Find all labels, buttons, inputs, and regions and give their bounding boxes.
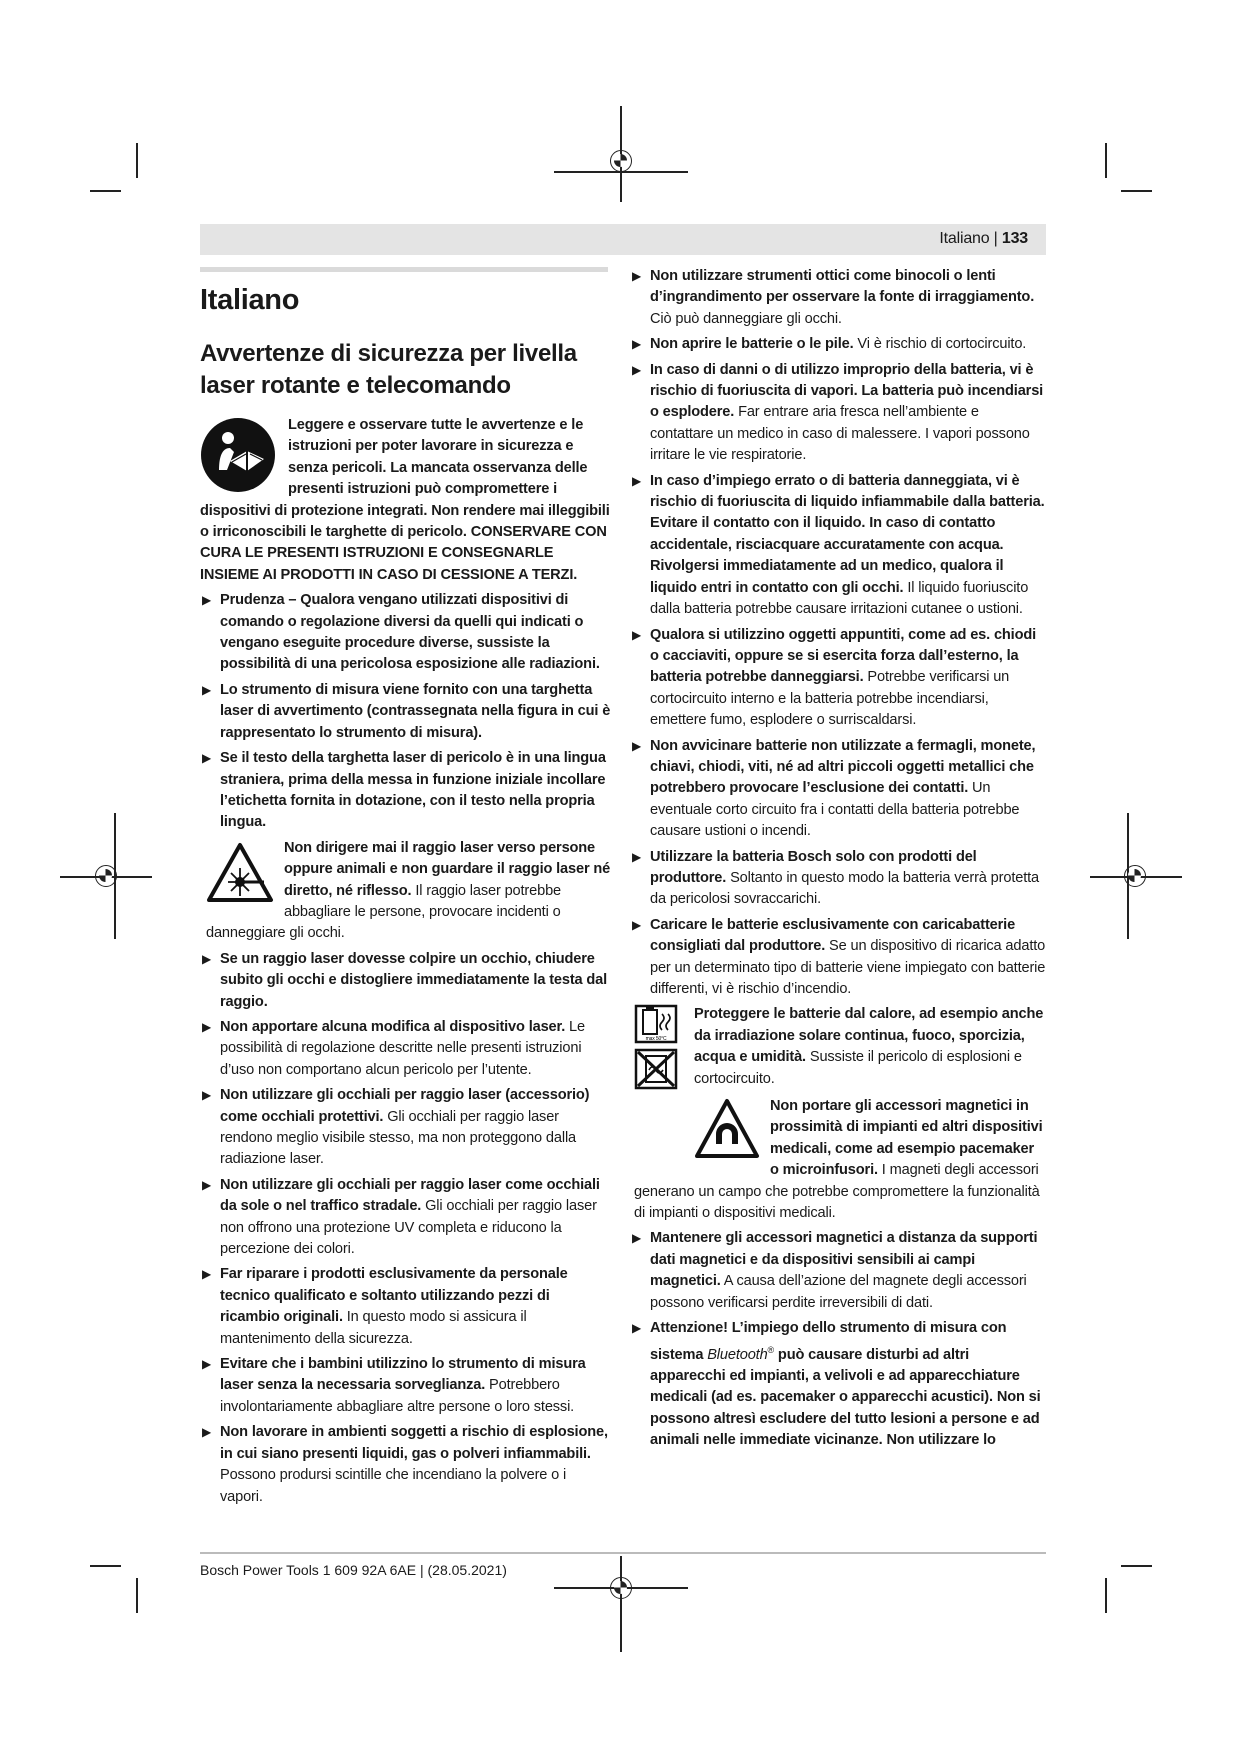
list-item-bold: Far riparare i prodotti esclusivamente da personale tecnico qualificato e soltanto utilizzando pezzi di ricambio originali.: [220, 1266, 568, 1326]
list-item-text: Possono prodursi scintille che incendiano la polvere o i vapori.: [220, 1467, 567, 1505]
heat-warning-bold: Proteggere le batterie dal calore, ad esempio anche da irradiazione solare continua, fuoco, sporcizia, acqua e umidità.: [694, 1006, 1044, 1066]
list-item-bold: Non utilizzare strumenti ottici come binocoli o lenti d’ingrandimento per osservare la fonte di irraggiamento.: [650, 268, 1035, 306]
magnet-warning-text: I magneti degli accessori generano un campo che potrebbe compromettere la funzionalità di impianti o dispositivi medicali.: [634, 1162, 1040, 1222]
left-list: [200, 590, 612, 833]
list-item-bold: Non utilizzare gli occhiali per raggio laser (accessorio) come occhiali protettivi.: [220, 1087, 590, 1125]
list-item: [630, 266, 1046, 330]
laser-warning-icon: [206, 842, 274, 911]
bullet-arrow-icon: ▶: [632, 849, 642, 864]
list-item: [630, 471, 1046, 621]
crop-mark: [90, 1565, 121, 1567]
list-item: [200, 590, 612, 676]
list-item-bold: Caricare le batterie esclusivamente con caricabatterie consigliati dal produttore.: [650, 916, 1016, 955]
list-item: [630, 360, 1046, 467]
read-manual-icon: [200, 417, 276, 500]
laser-warning-text: Il raggio laser potrebbe abbagliare le persone, provocare incidenti o danneggiare gli occhi.: [206, 882, 562, 942]
registration-mark-icon: [95, 865, 117, 887]
bullet-arrow-icon: ▶: [632, 627, 642, 642]
list-item: [630, 915, 1046, 1001]
registered-mark: ®: [767, 1344, 775, 1355]
list-item-bold: Non aprire le batterie o le pile.: [650, 336, 854, 353]
left-column: [200, 282, 612, 1512]
intro-block: [200, 415, 612, 586]
magnet-warning-icon: [694, 1098, 760, 1167]
list-item-text: Ciò può danneggiare gli occhi.: [650, 310, 842, 327]
bullet-arrow-icon: ▶: [632, 1321, 642, 1336]
crop-mark: [90, 190, 121, 192]
crop-mark: [136, 1578, 138, 1613]
crop-mark: [620, 1556, 622, 1652]
list-item: [200, 748, 612, 834]
list-item: [200, 1422, 612, 1508]
bullet-arrow-icon: ▶: [202, 682, 212, 697]
list-item-bold: In caso d’impiego errato o di batteria danneggiata, vi è rischio di fuoriuscita di liquido infiammabile dalla batteria. Evitare il contatto con il liquido. In caso di contatto accidentale, risciacquare accuratamente con acqua. Rivolgersi immediatamente ad un medico, qualora il liquido entri in contatto con gli occhi.: [650, 472, 1045, 596]
bullet-arrow-icon: ▶: [202, 1177, 212, 1192]
attention-bold-2: può causare disturbi ad altri apparecchi ed impianti, a velivoli e ad apparecchiature medicali (ad es. pacemaker o apparecchi acustici). Non si possono altresì escludere del tutto lesioni a persone e ad animali nelle immediate vicinanze. Non utilizzare lo: [650, 1346, 1041, 1448]
list-item-text: Far entrare aria fresca nell’ambiente e contattare un medico in caso di malessere. I vapori possono irritare le vie respiratorie.: [650, 404, 1030, 464]
list-item: [630, 625, 1046, 732]
magnet-warning-block: [630, 1096, 1046, 1224]
list-item-bold: Mantenere gli accessori magnetici a distanza da supporti dati magnetici e da dispositivi sensibili ai campi magnetici.: [650, 1230, 1038, 1290]
bullet-arrow-icon: ▶: [632, 269, 642, 283]
right-list-2: [630, 1228, 1046, 1314]
heat-warning-block: [630, 1004, 1046, 1090]
list-item-text: Il liquido fuoriuscito dalla batteria potrebbe causare irritazioni cutanee o ustioni.: [650, 579, 1029, 618]
laser-warning-bold: Non dirigere mai il raggio laser verso persone oppure animali e non guardare il raggio laser né diretto, né riflesso.: [284, 839, 611, 899]
bullet-arrow-icon: ▶: [202, 1088, 212, 1103]
list-item: [200, 1017, 612, 1081]
crop-mark: [136, 143, 138, 178]
bullet-arrow-icon: ▶: [632, 473, 642, 488]
bluetooth-trademark: Bluetooth: [707, 1346, 768, 1363]
page-header: [200, 224, 1046, 255]
list-item-text: Gli occhiali per raggio laser rendono meglio visibile stesso, ma non proteggono dalla radiazione laser.: [220, 1108, 577, 1168]
list-item-text: In questo modo si assicura il mantenimento della sicurezza.: [220, 1309, 527, 1347]
bullet-arrow-icon: ▶: [202, 951, 212, 966]
crop-mark: [1121, 1565, 1152, 1567]
list-item-text: Soltanto in questo modo la batteria verrà protetta da pericolosi sovraccarichi.: [650, 869, 1039, 908]
left-list-2: [200, 949, 612, 1508]
list-item-bold: Se un raggio laser dovesse colpire un occhio, chiudere subito gli occhi e distogliere immediatamente la testa dal raggio.: [220, 950, 608, 1010]
list-item: [630, 334, 1046, 355]
list-item: [630, 1228, 1046, 1314]
section-title: Avvertenze di sicurezza per livella laser rotante e telecomando: [200, 340, 577, 399]
list-item: [200, 680, 612, 744]
list-item-text: Se un dispositivo di ricarica adatto per un determinato tipo di batterie viene impiegato con batterie differenti, vi è rischio d’incendio.: [650, 938, 1046, 997]
laser-warning-block: [200, 838, 612, 945]
list-item-bold: Evitare che i bambini utilizzino lo strumento di misura laser senza la necessaria sorveglianza.: [220, 1356, 586, 1394]
list-item: [200, 1354, 612, 1418]
list-item-bold: Non lavorare in ambienti soggetti a rischio di esplosione, in cui siano presenti liquidi, gas o polveri infiammabili.: [220, 1424, 608, 1462]
right-column: [630, 266, 1046, 1455]
bullet-arrow-icon: ▶: [202, 1267, 212, 1282]
list-item: [630, 847, 1046, 911]
bullet-arrow-icon: ▶: [632, 362, 642, 377]
attention-bold-1: Attenzione! L’impiego dello strumento di misura con sistema: [650, 1320, 1007, 1363]
crop-mark: [1105, 143, 1107, 178]
bullet-arrow-icon: ▶: [202, 1357, 212, 1372]
list-item-bold: Se il testo della targhetta laser di pericolo è in una lingua straniera, prima della messa in funzione iniziale incollare l’etichetta fornita in dotazione, con il testo nella propria lingua.: [220, 750, 606, 831]
list-item-bold: Qualora si utilizzino oggetti appuntiti, come ad es. chiodi o cacciaviti, oppure se si esercita forza dall’esterno, la batteria potrebbe danneggiarsi.: [650, 626, 1037, 686]
heat-warning-text: Sussiste il pericolo di esplosioni e cortocircuito.: [694, 1049, 1022, 1087]
list-item: [200, 1175, 612, 1261]
bullet-arrow-icon: ▶: [632, 917, 642, 932]
page-header-text: [939, 230, 1028, 248]
list-item-text: Un eventuale corto circuito fra i contatti della batteria potrebbe causare ustioni o incendi.: [650, 780, 1020, 840]
list-item: [200, 1264, 612, 1350]
registration-mark-icon: [610, 1577, 632, 1599]
registration-mark-icon: [1124, 865, 1146, 887]
bullet-arrow-icon: ▶: [202, 751, 212, 766]
right-list: [630, 266, 1046, 1000]
bullet-arrow-icon: ▶: [632, 337, 642, 352]
list-item-text: Le possibilità di regolazione descritte nelle presenti istruzioni d’uso non comportano alcun pericolo per l’utente.: [220, 1018, 585, 1078]
list-item: [200, 949, 612, 1013]
list-item: [630, 736, 1046, 843]
battery-temp-label: max 50°C: [645, 1036, 667, 1043]
crop-mark: [1105, 1578, 1107, 1613]
page-number: 133: [1001, 230, 1028, 247]
footer-rule: [200, 1552, 1046, 1554]
bullet-arrow-icon: ▶: [202, 1425, 212, 1440]
page-title: Italiano: [200, 284, 300, 316]
list-item-bold: Non avvicinare batterie non utilizzate a fermagli, monete, chiavi, chiodi, viti, né ad altri piccoli oggetti metallici che potrebbero provocare l’esclusione dei contatti.: [650, 737, 1036, 797]
battery-icons: [634, 1004, 680, 1097]
list-item: [630, 1318, 1046, 1451]
header-separator: |: [993, 230, 998, 247]
bullet-arrow-icon: ▶: [632, 738, 642, 753]
list-item-text: Potrebbero involontariamente abbagliare altre persone o loro stessi.: [220, 1377, 575, 1415]
section-rule: [200, 267, 608, 272]
bullet-arrow-icon: ▶: [202, 1019, 212, 1034]
list-item-bold: Non utilizzare gli occhiali per raggio laser come occhiali da sole o nel traffico stradale.: [220, 1176, 600, 1215]
list-item-text: Gli occhiali per raggio laser non offrono una protezione UV completa e riducono la percezione dei colori.: [220, 1198, 597, 1258]
registration-mark-icon: [610, 150, 632, 172]
list-item-bold: Lo strumento di misura viene fornito con una targhetta laser di avvertimento (contrassegnata nella figura in cui è rappresentato lo strumento di misura).: [220, 681, 611, 741]
header-language: Italiano: [939, 230, 990, 247]
list-item-bold: Prudenza – Qualora vengano utilizzati dispositivi di comando o regolazione diversi da quelli qui indicati o vengano eseguite procedure diverse, sussiste la possibilità di una pericolosa esposizione alle radiazioni.: [220, 592, 600, 673]
magnet-warning-bold: Non portare gli accessori magnetici in prossimità di impianti ed altri dispositivi medicali, come ad esempio pacemaker o microinfusori.: [770, 1098, 1043, 1179]
list-item-bold: In caso di danni o di utilizzo improprio della batteria, vi è rischio di fuoriuscita di vapori. La batteria può incendiarsi o esplodere.: [650, 361, 1044, 421]
list-item-text: A causa dell’azione del magnete degli accessori possono verificarsi perdite irreversibili di dati.: [650, 1273, 1027, 1311]
crop-mark: [1121, 190, 1152, 192]
list-item-bold: Non apportare alcuna modifica al dispositivo laser.: [220, 1018, 566, 1035]
bullet-arrow-icon: ▶: [632, 1231, 642, 1246]
list-item: [200, 1085, 612, 1171]
list-item-text: Vi è rischio di cortocircuito.: [857, 336, 1027, 353]
list-item-bold: Utilizzare la batteria Bosch solo con prodotti del produttore.: [650, 848, 977, 886]
list-item-text: Potrebbe verificarsi un cortocircuito interno e la batteria potrebbe incendiarsi, emettere fumo, esplodere o surriscaldarsi.: [650, 669, 1010, 729]
page-footer: Bosch Power Tools 1 609 92A 6AE | (28.05.2021): [200, 1562, 507, 1578]
bullet-arrow-icon: ▶: [202, 593, 212, 608]
intro-text: Leggere e osservare tutte le avvertenze e le istruzioni per poter lavorare in sicurezza e senza pericoli. La mancata osservanza delle presenti istruzioni può compromettere i dispositivi di protezione integrati. Non rendere mai illeggibili o irriconoscibili le targhette di pericolo. CONSERVARE CON CURA LE PRESENTI ISTRUZIONI E CONSEGNARLE INSIEME AI PRODOTTI IN CASO DI CESSIONE A TERZI.: [200, 417, 610, 583]
